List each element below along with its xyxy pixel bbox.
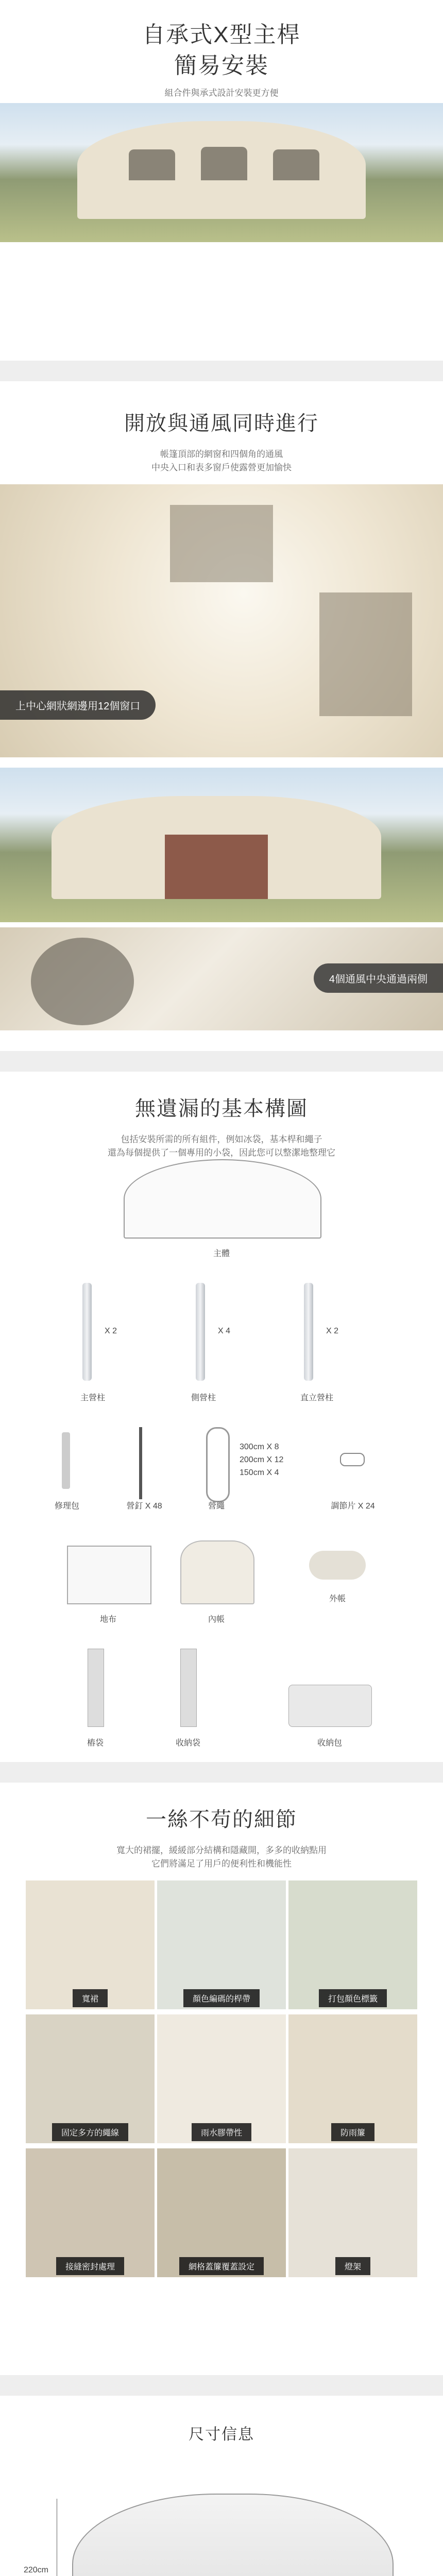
detail-caption: 寬裙 [73, 1989, 108, 2007]
peg-label: 營釘 X 48 [126, 1502, 162, 1511]
inner-label: 內帳 [208, 1615, 225, 1624]
pole-bag-icon [180, 1649, 197, 1727]
detail-mesh-cover [157, 2148, 286, 2277]
side-pole-count: X 4 [217, 1327, 230, 1335]
tent-window [273, 149, 319, 180]
ventilation-section [0, 407, 443, 1041]
detail-seam-sealing [26, 2148, 155, 2277]
upright-pole-image [304, 1283, 313, 1381]
carry-bag-icon [288, 1685, 372, 1727]
tent-window [129, 149, 175, 180]
main-pole-image [82, 1283, 92, 1381]
repair-kit-icon [62, 1432, 70, 1489]
stopper-label: 調節片 X 24 [331, 1502, 375, 1511]
rope-length-1: 300cm X 8 [240, 1443, 279, 1451]
section-divider [0, 361, 443, 381]
detail-packing-tag [288, 1880, 417, 2009]
details-title: 一絲不苟的細節 [146, 1808, 297, 1831]
components-desc-line1: 包括安裝所需的所有組件，例如冰袋，基本桿和繩子 [121, 1134, 322, 1144]
hero-title-line1: 自承式X型主桿 [142, 22, 301, 47]
size-title: 尺寸信息 [189, 2426, 254, 2443]
fly-roll-icon [309, 1551, 366, 1580]
hero-section [0, 0, 443, 242]
rope-length-2: 200cm X 12 [240, 1455, 284, 1464]
tent-size-diagram [72, 2494, 394, 2576]
main-body-illustration [124, 1159, 321, 1239]
stopper-icon [340, 1453, 365, 1466]
vent-closeup-photo [0, 927, 443, 1030]
side-pole-label: 側營柱 [191, 1394, 216, 1402]
rope-length-3: 150cm X 4 [240, 1468, 279, 1477]
peg-icon [139, 1427, 142, 1499]
upright-pole-label: 直立營柱 [300, 1394, 333, 1402]
hero-title-line2: 簡易安裝 [174, 53, 269, 78]
detail-rain-curtain [288, 2014, 417, 2143]
detail-caption: 顏色編碼的桿帶 [183, 1989, 260, 2007]
section-divider [0, 2375, 443, 2396]
fly-label: 外帳 [329, 1595, 346, 1603]
size-section [0, 2421, 443, 2576]
inner-tent-illustration [180, 1540, 254, 1604]
peg-bag-icon [88, 1649, 104, 1727]
hero-subtitle: 組合件與承式設計安裝更方便 [164, 88, 279, 98]
detail-lamp-holder [288, 2148, 417, 2277]
main-pole-label: 主營柱 [80, 1394, 105, 1402]
detail-color-coded-strap [157, 1880, 286, 2009]
floor-label: 地布 [99, 1615, 116, 1624]
details-desc-line2: 它們將滿足了用戶的便利性和機能性 [151, 1859, 292, 1869]
tent-window [201, 147, 247, 180]
pole-bag-label: 收納袋 [175, 1739, 200, 1748]
carry-bag-label: 收納包 [317, 1739, 342, 1748]
main-label: 主體 [213, 1249, 230, 1258]
detail-skirt [26, 1880, 155, 2009]
detail-caption: 防雨簾 [331, 2123, 374, 2141]
vent-desc-line2: 中央入口和表多窗戶使露營更加愉快 [151, 463, 292, 472]
tent-interior-photo [0, 484, 443, 757]
peg-bag-label: 樁袋 [87, 1739, 104, 1748]
vent-caption-2: 4個通風中央通過兩側 [314, 963, 443, 993]
detail-caption: 固定多方的繩線 [52, 2123, 128, 2141]
roof-mesh-panel [170, 505, 273, 582]
floor-illustration [67, 1546, 151, 1604]
detail-caption: 網格蓋簾覆蓋設定 [179, 2257, 264, 2275]
detail-caption: 打包顏色標籤 [319, 1989, 387, 2007]
detail-rain-tape [157, 2014, 286, 2143]
main-pole-count: X 2 [104, 1327, 117, 1335]
rope-label: 營繩 [208, 1502, 225, 1511]
detail-caption: 燈架 [335, 2257, 370, 2275]
tent-side-photo [0, 768, 443, 922]
side-pole-image [196, 1283, 205, 1381]
vent-caption-1: 上中心網狀網邊用12個窗口 [0, 690, 156, 720]
tent-door-opening [165, 835, 268, 899]
rope-icon [206, 1427, 230, 1502]
components-title: 無遺漏的基本構圖 [135, 1097, 308, 1120]
repair-label: 修理包 [54, 1502, 79, 1511]
detail-caption: 雨水膠帶性 [192, 2123, 251, 2141]
height-label: 220cm [23, 2566, 49, 2574]
vent-desc-line1: 帳篷頂部的網窗和四個角的通風 [160, 449, 283, 459]
upright-pole-count: X 2 [326, 1327, 338, 1335]
vent-title: 開放與通風同時進行 [124, 412, 319, 435]
components-desc-line2: 還為每個提供了一個專用的小袋，因此您可以整潔地整理它 [108, 1148, 335, 1158]
section-divider [0, 1051, 443, 1072]
hero-tent-photo [0, 103, 443, 242]
details-desc-line1: 寬大的裙擺，緩緩部分結構和隱藏開，多多的收納點用 [116, 1845, 327, 1855]
side-mesh-window [319, 592, 412, 716]
detail-guy-lines [26, 2014, 155, 2143]
vent-opening [31, 938, 134, 1025]
details-section [0, 1803, 443, 2324]
section-divider [0, 1762, 443, 1783]
detail-caption: 接縫密封處理 [56, 2257, 124, 2275]
